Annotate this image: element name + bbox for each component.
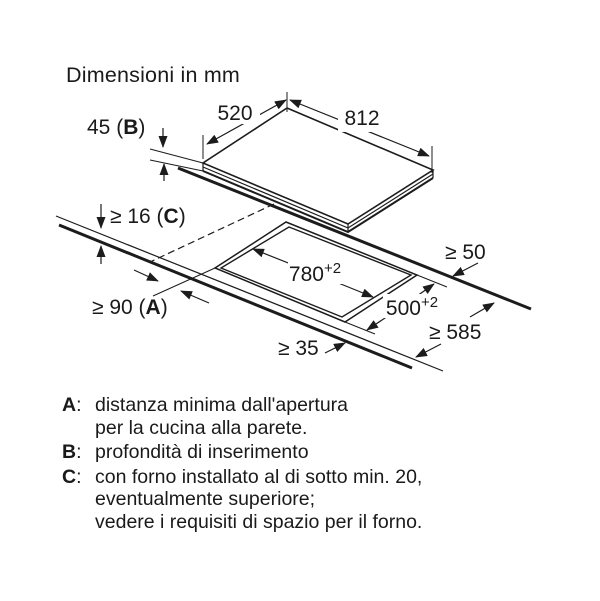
worktop-front-top-edge <box>56 216 443 371</box>
legend-item-c <box>62 466 562 534</box>
legend-key-b: B: <box>62 441 82 463</box>
cooktop-top-surface <box>203 108 433 224</box>
dim-label-90A: ≥ 90 (A) <box>92 296 168 319</box>
legend-item-b <box>62 441 562 464</box>
legend-line: vedere i requisiti di spazio per il forno. <box>95 510 423 533</box>
dim-label-50: ≥ 50 <box>445 241 486 264</box>
dim-label-585: ≥ 585 <box>429 321 482 344</box>
legend-text-a <box>95 394 348 439</box>
dim-label-16C: ≥ 16 (C) <box>110 205 186 228</box>
min585-arrow-upper <box>470 303 494 317</box>
dim-label-780: $780^{+2}$ <box>288 260 342 286</box>
legend-line: per la cucina alla parete. <box>95 416 308 439</box>
dim-label-520: 520 <box>217 102 253 125</box>
a90-arrow-left <box>134 270 158 281</box>
legend <box>62 394 562 535</box>
legend-item-a <box>62 394 562 439</box>
min50-arrow <box>453 263 478 276</box>
legend-key-a: A: <box>62 394 82 416</box>
dim-label-45B: 45 (B) <box>87 116 146 139</box>
a90-arrow-right <box>181 291 209 303</box>
page-title: Dimensioni in mm <box>66 63 241 87</box>
legend-key-c: C: <box>62 465 82 488</box>
legend-line: profondità di inserimento <box>95 441 309 463</box>
legend-line: distanza minima dall'apertura <box>95 394 349 416</box>
legend-text-b <box>95 441 309 464</box>
dim-label-500: $500^{+2}$ <box>385 294 439 320</box>
legend-line: eventualmente superiore; <box>95 488 316 510</box>
min35-arrow <box>325 343 345 353</box>
legend-line: con forno installato al di sotto min. 20, <box>95 465 423 488</box>
legend-text-c <box>95 466 422 534</box>
b45-extension-line-1 <box>150 149 203 163</box>
b45-extension-line-2 <box>150 160 203 171</box>
dim-label-812: 812 <box>344 107 380 130</box>
min585-arrow-lower <box>416 344 441 357</box>
dim-label-35: ≥ 35 <box>278 337 319 360</box>
